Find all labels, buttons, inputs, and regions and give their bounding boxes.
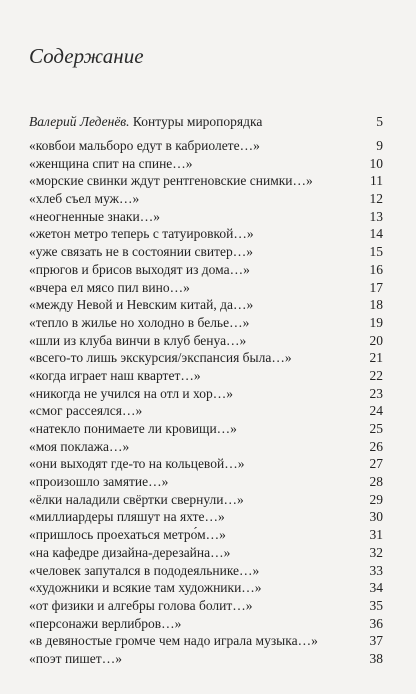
toc-entry-title: «человек запутался в пододеяльнике…» xyxy=(29,562,260,578)
toc-entry-page-number: 17 xyxy=(369,279,383,295)
toc-entry-page-number: 23 xyxy=(369,385,383,401)
toc-entry-title: «произошло замятие…» xyxy=(29,474,169,490)
toc-entry-title: «неогненные знаки…» xyxy=(29,208,160,224)
toc-entry xyxy=(29,190,383,208)
toc-entry xyxy=(29,491,383,509)
toc-entry-title: «миллиардеры пляшут на яхте…» xyxy=(29,509,225,525)
toc-entry-title: «морские свинки ждут рентгеновские снимки…» xyxy=(29,173,313,189)
toc-entry-title: «на кафедре дизайна-дерезайна…» xyxy=(29,544,231,560)
toc-entry xyxy=(29,137,383,155)
toc-entry xyxy=(29,455,383,473)
toc-entry-page-number: 21 xyxy=(369,350,383,366)
toc-entry-page-number: 36 xyxy=(369,615,383,631)
toc-entry xyxy=(29,438,383,456)
toc-entry-page-number: 20 xyxy=(369,332,383,348)
toc-entry-page-number: 27 xyxy=(369,456,383,472)
toc-entry-page-number: 28 xyxy=(369,474,383,490)
toc-entry-title: «прюгов и брисов выходят из дома…» xyxy=(29,261,250,277)
toc-entry-page-number: 13 xyxy=(369,208,383,224)
toc-entry xyxy=(29,544,383,562)
toc-entry xyxy=(29,367,383,385)
toc-entry-page-number: 24 xyxy=(369,403,383,419)
toc-entry-title: «между Невой и Невским китай, да…» xyxy=(29,297,254,313)
contents-heading: Содержание xyxy=(29,44,144,68)
toc-entry-title: «жетон метро теперь с татуировкой…» xyxy=(29,226,254,242)
toc-entry xyxy=(29,296,383,314)
toc-entry-title: «ёлки наладили свёртки свернули…» xyxy=(29,491,244,507)
toc-entry xyxy=(29,208,383,226)
toc-entry-title: «уже связать не в состоянии свитер…» xyxy=(29,244,254,260)
toc-entry xyxy=(29,420,383,438)
toc-entry-title: «в девяностые громче чем надо играла музыка…» xyxy=(29,633,318,649)
toc-entry-title: «моя поклажа…» xyxy=(29,438,130,454)
toc-entry xyxy=(29,225,383,243)
toc-entry xyxy=(29,385,383,403)
toc-entry-title: «персонажи верлибров…» xyxy=(29,615,182,631)
toc-entry-page-number: 37 xyxy=(369,633,383,649)
toc-entry-page-number: 12 xyxy=(369,191,383,207)
toc-entry-title: «хлеб съел муж…» xyxy=(29,191,140,207)
toc-entry-page-number: 38 xyxy=(369,650,383,666)
toc-entry-page-number: 18 xyxy=(369,297,383,313)
toc-entry-page-number: 34 xyxy=(369,580,383,596)
toc-entry xyxy=(29,597,383,615)
intro-entry xyxy=(29,114,383,130)
toc-entry-title: «художники и всякие там художники…» xyxy=(29,580,262,596)
toc-entry-page-number: 30 xyxy=(369,509,383,525)
toc-entry xyxy=(29,473,383,491)
toc-entry-page-number: 31 xyxy=(369,527,383,543)
toc-entry-page-number: 32 xyxy=(369,544,383,560)
toc-entry-page-number: 25 xyxy=(369,421,383,436)
toc-entry-page-number: 29 xyxy=(369,491,383,507)
toc-entry-title: «женщина спит на спине…» xyxy=(29,155,193,171)
toc-entry-title: «смог рассеялся…» xyxy=(29,403,143,419)
toc-entry xyxy=(29,562,383,580)
toc-entry-title: «шли из клуба винчи в клуб бенуа…» xyxy=(29,332,247,348)
intro-title: Контуры миропорядка xyxy=(132,114,263,129)
toc-entry xyxy=(29,632,383,650)
toc-entry xyxy=(29,155,383,173)
toc-entry-title: «тепло в жилье но холодно в белье…» xyxy=(29,314,250,330)
toc-entry xyxy=(29,579,383,597)
toc-entry xyxy=(29,349,383,367)
toc-entry-page-number: 26 xyxy=(369,438,383,454)
toc-entry-title: «поэт пишет…» xyxy=(29,650,122,666)
toc-entry xyxy=(29,243,383,261)
toc-entry-page-number: 35 xyxy=(369,597,383,613)
toc-entry-title: «от физики и алгебры голова болит…» xyxy=(29,597,253,613)
intro-page-number: 5 xyxy=(376,114,383,129)
toc-entry xyxy=(29,650,383,668)
toc-entry-page-number: 11 xyxy=(370,173,383,189)
toc-entry-title: «натекло понимаете ли кровищи…» xyxy=(29,421,237,436)
toc-entry-page-number: 16 xyxy=(369,261,383,277)
toc-entry-title: «когда играет наш квартет…» xyxy=(29,367,201,383)
toc-entry-page-number: 14 xyxy=(369,226,383,242)
toc-list xyxy=(29,137,383,668)
toc-entry xyxy=(29,261,383,279)
toc-entry-title: «ковбои мальборо едут в кабриолете…» xyxy=(29,138,260,153)
toc-entry-title: «пришлось проехаться метро́м…» xyxy=(29,527,226,543)
toc-entry xyxy=(29,615,383,633)
toc-entry-page-number: 15 xyxy=(369,244,383,260)
toc-entry xyxy=(29,402,383,420)
toc-entry-page-number: 33 xyxy=(369,562,383,578)
toc-entry-title: «всего-то лишь экскурсия/экспансия была…» xyxy=(29,350,292,366)
toc-entry xyxy=(29,526,383,544)
toc-entry xyxy=(29,314,383,332)
toc-entry xyxy=(29,332,383,350)
toc-entry-title: «они выходят где-то на кольцевой…» xyxy=(29,456,245,472)
toc-entry-title: «вчера ел мясо пил вино…» xyxy=(29,279,190,295)
intro-author: Валерий Леденёв. xyxy=(29,114,130,129)
toc-entry xyxy=(29,508,383,526)
toc-entry-title: «никогда не учился на отл и хор…» xyxy=(29,385,234,401)
toc-entry-page-number: 10 xyxy=(369,155,383,171)
toc-entry-page-number: 19 xyxy=(369,314,383,330)
toc-entry-page-number: 22 xyxy=(369,367,383,383)
toc-entry xyxy=(29,172,383,190)
toc-entry xyxy=(29,279,383,297)
toc-entry-page-number: 9 xyxy=(376,138,383,153)
